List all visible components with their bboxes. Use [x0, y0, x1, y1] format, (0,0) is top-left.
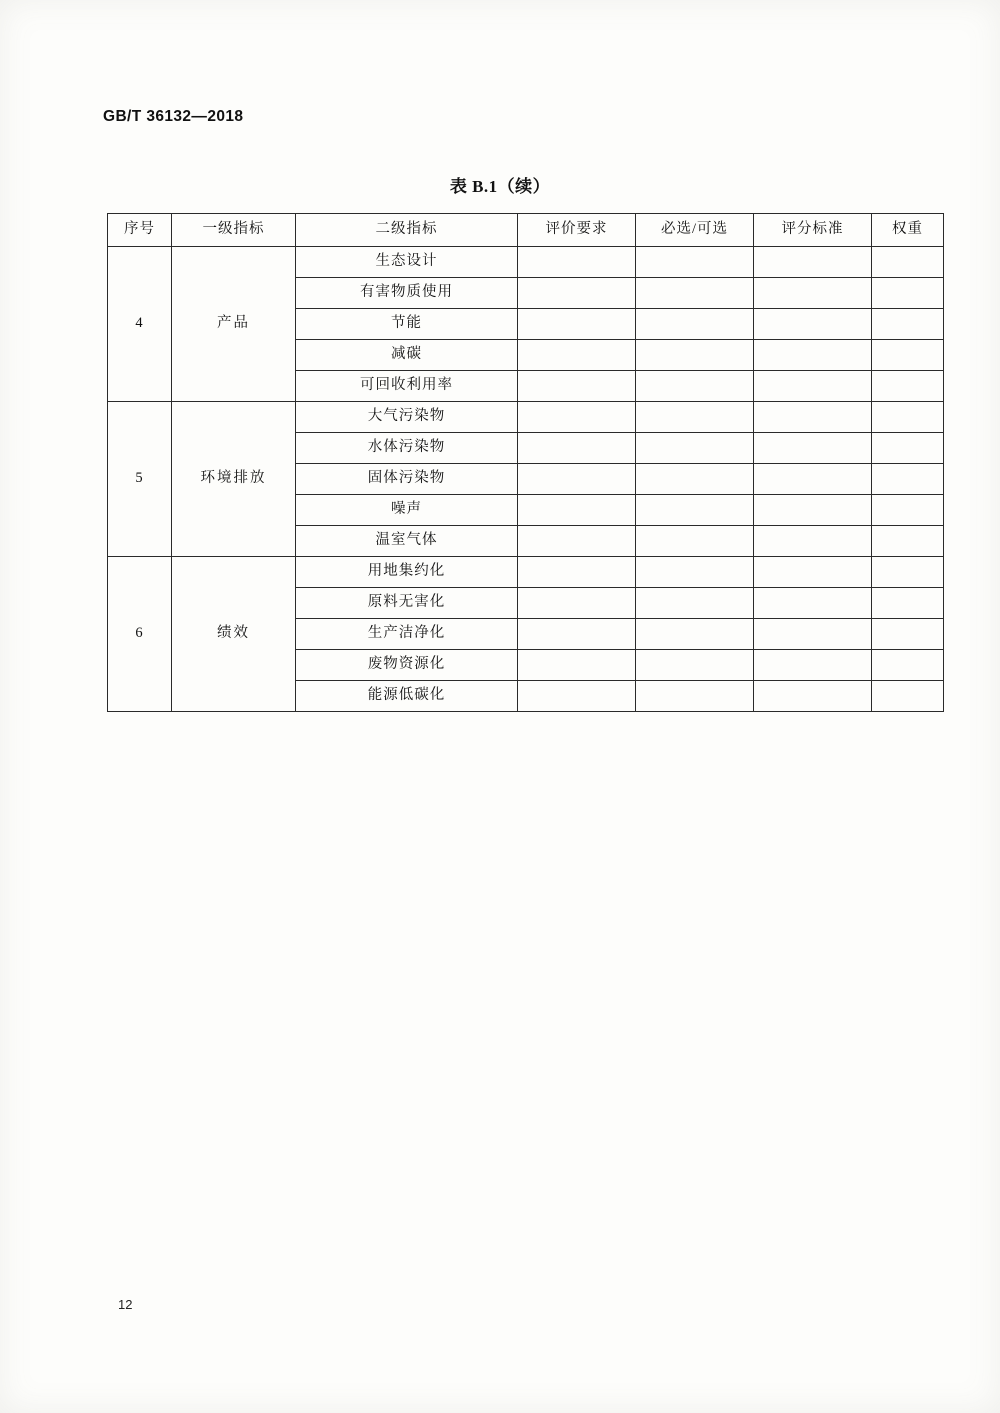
optional-cell: [636, 557, 754, 588]
scoring-cell: [754, 681, 872, 712]
weight-cell: [872, 340, 944, 371]
weight-cell: [872, 371, 944, 402]
scoring-cell: [754, 247, 872, 278]
level2-cell: 水体污染物: [296, 433, 518, 464]
optional-cell: [636, 619, 754, 650]
optional-cell: [636, 588, 754, 619]
column-header-level1: 一级指标: [172, 214, 296, 247]
indicator-table: [107, 213, 944, 712]
column-header-no: 序号: [108, 214, 172, 247]
requirement-cell: [518, 402, 636, 433]
optional-cell: [636, 526, 754, 557]
optional-cell: [636, 309, 754, 340]
weight-cell: [872, 495, 944, 526]
level2-cell: 生产洁净化: [296, 619, 518, 650]
requirement-cell: [518, 495, 636, 526]
table-caption: 表 B.1（续）: [449, 177, 551, 196]
requirement-cell: [518, 309, 636, 340]
level2-cell: 大气污染物: [296, 402, 518, 433]
optional-cell: [636, 371, 754, 402]
requirement-cell: [518, 464, 636, 495]
column-header-level2: 二级指标: [296, 214, 518, 247]
requirement-cell: [518, 278, 636, 309]
weight-cell: [872, 588, 944, 619]
level2-cell: 废物资源化: [296, 650, 518, 681]
optional-cell: [636, 681, 754, 712]
level2-cell: 有害物质使用: [296, 278, 518, 309]
optional-cell: [636, 247, 754, 278]
level2-cell: 生态设计: [296, 247, 518, 278]
group-no-cell: 5: [108, 402, 172, 557]
scoring-cell: [754, 340, 872, 371]
level2-cell: 原料无害化: [296, 588, 518, 619]
weight-cell: [872, 557, 944, 588]
scoring-cell: [754, 309, 872, 340]
weight-cell: [872, 464, 944, 495]
requirement-cell: [518, 526, 636, 557]
requirement-cell: [518, 557, 636, 588]
level2-cell: 温室气体: [296, 526, 518, 557]
scoring-cell: [754, 371, 872, 402]
group-no-cell: 6: [108, 557, 172, 712]
level2-cell: 减碳: [296, 340, 518, 371]
scoring-cell: [754, 464, 872, 495]
optional-cell: [636, 402, 754, 433]
page-number: 12: [118, 1297, 133, 1312]
table-row: [108, 247, 944, 278]
optional-cell: [636, 433, 754, 464]
weight-cell: [872, 247, 944, 278]
level2-cell: 可回收利用率: [296, 371, 518, 402]
requirement-cell: [518, 433, 636, 464]
group-no-cell: 4: [108, 247, 172, 402]
level2-cell: 能源低碳化: [296, 681, 518, 712]
weight-cell: [872, 681, 944, 712]
optional-cell: [636, 278, 754, 309]
requirement-cell: [518, 619, 636, 650]
requirement-cell: [518, 681, 636, 712]
level2-cell: 固体污染物: [296, 464, 518, 495]
requirement-cell: [518, 247, 636, 278]
weight-cell: [872, 526, 944, 557]
optional-cell: [636, 650, 754, 681]
table-row: [108, 557, 944, 588]
table-header-row: [108, 214, 944, 247]
column-header-requirement: 评价要求: [518, 214, 636, 247]
requirement-cell: [518, 588, 636, 619]
weight-cell: [872, 278, 944, 309]
weight-cell: [872, 309, 944, 340]
optional-cell: [636, 464, 754, 495]
scoring-cell: [754, 433, 872, 464]
group-level1-cell: 绩效: [172, 557, 296, 712]
level2-cell: 节能: [296, 309, 518, 340]
requirement-cell: [518, 650, 636, 681]
scoring-cell: [754, 557, 872, 588]
requirement-cell: [518, 371, 636, 402]
level2-cell: 用地集约化: [296, 557, 518, 588]
group-level1-cell: 环境排放: [172, 402, 296, 557]
optional-cell: [636, 495, 754, 526]
scoring-cell: [754, 619, 872, 650]
scoring-cell: [754, 278, 872, 309]
scoring-cell: [754, 526, 872, 557]
column-header-weight: 权重: [872, 214, 944, 247]
weight-cell: [872, 619, 944, 650]
scoring-cell: [754, 495, 872, 526]
scoring-cell: [754, 588, 872, 619]
level2-cell: 噪声: [296, 495, 518, 526]
standard-number-header: GB/T 36132—2018: [103, 108, 244, 125]
weight-cell: [872, 433, 944, 464]
scoring-cell: [754, 650, 872, 681]
group-level1-cell: 产品: [172, 247, 296, 402]
scoring-cell: [754, 402, 872, 433]
weight-cell: [872, 402, 944, 433]
column-header-scoring: 评分标准: [754, 214, 872, 247]
weight-cell: [872, 650, 944, 681]
requirement-cell: [518, 340, 636, 371]
optional-cell: [636, 340, 754, 371]
column-header-optional: 必选/可选: [636, 214, 754, 247]
table-row: [108, 402, 944, 433]
